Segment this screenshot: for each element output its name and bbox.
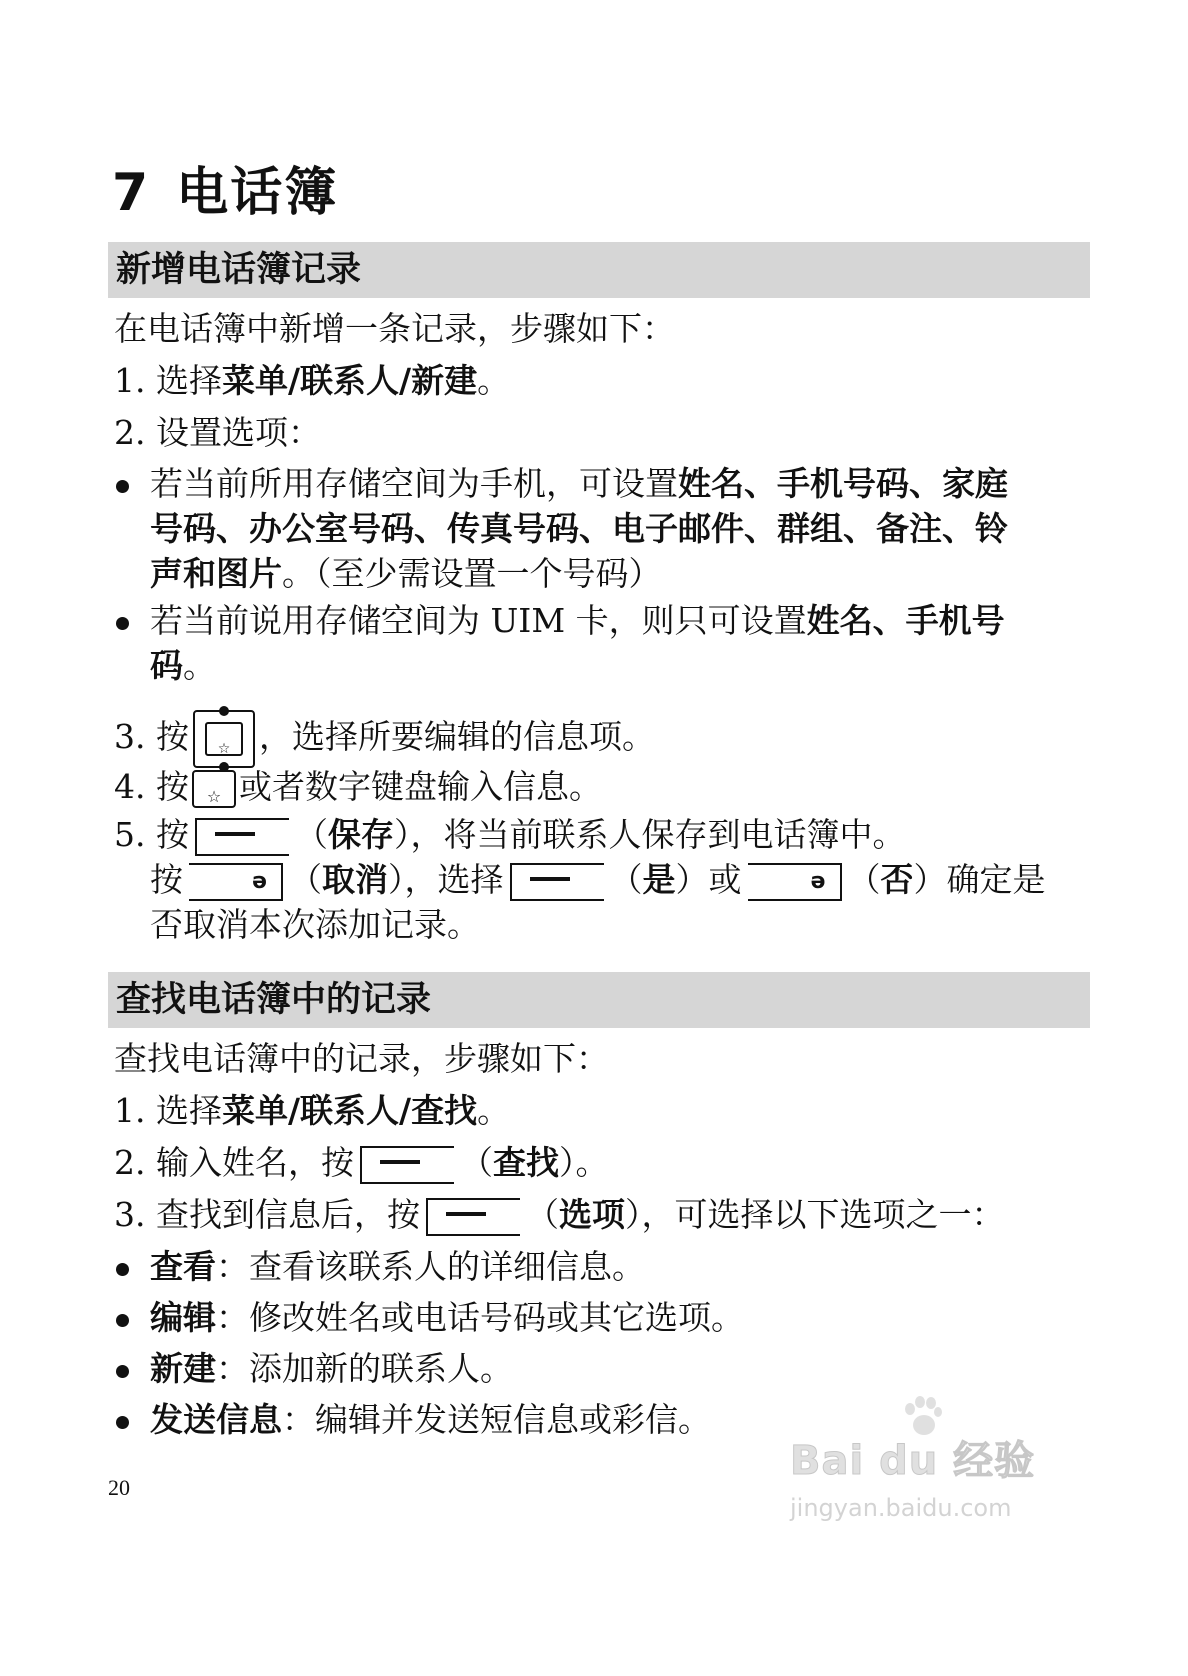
section1-step3: 3. 按 ☆ ，选择所要编辑的信息项。: [114, 710, 1098, 768]
chapter-title: [112, 150, 338, 225]
bullet1-line3: 声和图片。（至少需设置一个号码）: [150, 554, 662, 593]
baidu-watermark: [790, 1405, 1050, 1535]
left-softkey-icon: [510, 863, 604, 901]
chapter-number: 7: [112, 163, 151, 223]
bullet-dot: [116, 480, 129, 493]
section-heading-add: 新增电话簿记录: [108, 242, 1090, 298]
section1-step2: 2. 设置选项：: [114, 413, 321, 452]
section1-step5-line2: 按 ə （取消），选择 （是）或 ə （否）确定是: [150, 860, 1046, 899]
left-softkey-icon: [195, 818, 289, 856]
option-new: 新建：添加新的联系人。: [150, 1349, 513, 1388]
section2-intro: 查找电话簿中的记录，步骤如下：: [114, 1039, 609, 1078]
menu-path: 菜单/联系人/新建: [221, 361, 478, 400]
section1-step4: 4. 按☆ 或者数字键盘输入信息。: [114, 764, 1098, 809]
bullet1-line2: 号码、办公室号码、传真号码、电子邮件、群组、备注、铃: [150, 509, 1008, 548]
chapter-name: 电话簿: [176, 163, 339, 223]
option-view: 查看：查看该联系人的详细信息。: [150, 1247, 645, 1286]
option-edit: 编辑：修改姓名或电话号码或其它选项。: [150, 1298, 744, 1337]
bullet-dot: [116, 1365, 129, 1378]
section2-step2: 2. 输入姓名，按 （查找）。: [114, 1143, 609, 1182]
page-number: 20: [108, 1475, 130, 1500]
bullet-dot: [116, 617, 129, 630]
watermark-logo-text: Bai du 经验: [790, 1438, 1036, 1484]
section1-step5: 5. 按 （保存），将当前联系人保存到电话簿中。: [114, 815, 906, 854]
bullet1-line1: 若当前所用存储空间为手机，可设置姓名、手机号码、家庭: [150, 464, 1008, 503]
bullet-dot: [116, 1416, 129, 1429]
left-softkey-icon: [426, 1198, 520, 1236]
paw-logo-icon: [900, 1395, 944, 1439]
option-send-message: 发送信息：编辑并发送短信息或彩信。: [150, 1400, 711, 1439]
right-softkey-icon: ə: [189, 863, 283, 901]
menu-path: 菜单/联系人/查找: [221, 1091, 478, 1130]
section-heading-search: 查找电话簿中的记录: [108, 972, 1090, 1028]
right-softkey-icon: ə: [748, 863, 842, 901]
section2-step3: 3. 查找到信息后，按 （选项），可选择以下选项之一：: [114, 1195, 1005, 1234]
section2-step1: 1. 选择菜单/联系人/查找。: [114, 1091, 511, 1130]
section1-intro: 在电话簿中新增一条记录，步骤如下：: [114, 309, 675, 348]
left-softkey-icon: [360, 1146, 454, 1184]
watermark-url: jingyan.baidu.com: [790, 1494, 1012, 1522]
bullet-dot: [116, 1263, 129, 1276]
section1-step1: 1. 选择菜单/联系人/新建。: [114, 361, 511, 400]
ok-key-icon: [192, 770, 236, 808]
bullet-dot: [116, 1314, 129, 1327]
bullet2-line2: 码。: [150, 646, 216, 685]
section1-step5-line3: 否取消本次添加记录。: [150, 905, 480, 944]
navigation-key-icon: [193, 710, 255, 768]
bullet2-line1: 若当前说用存储空间为 UIM 卡，则只可设置姓名、手机号: [150, 601, 1005, 640]
